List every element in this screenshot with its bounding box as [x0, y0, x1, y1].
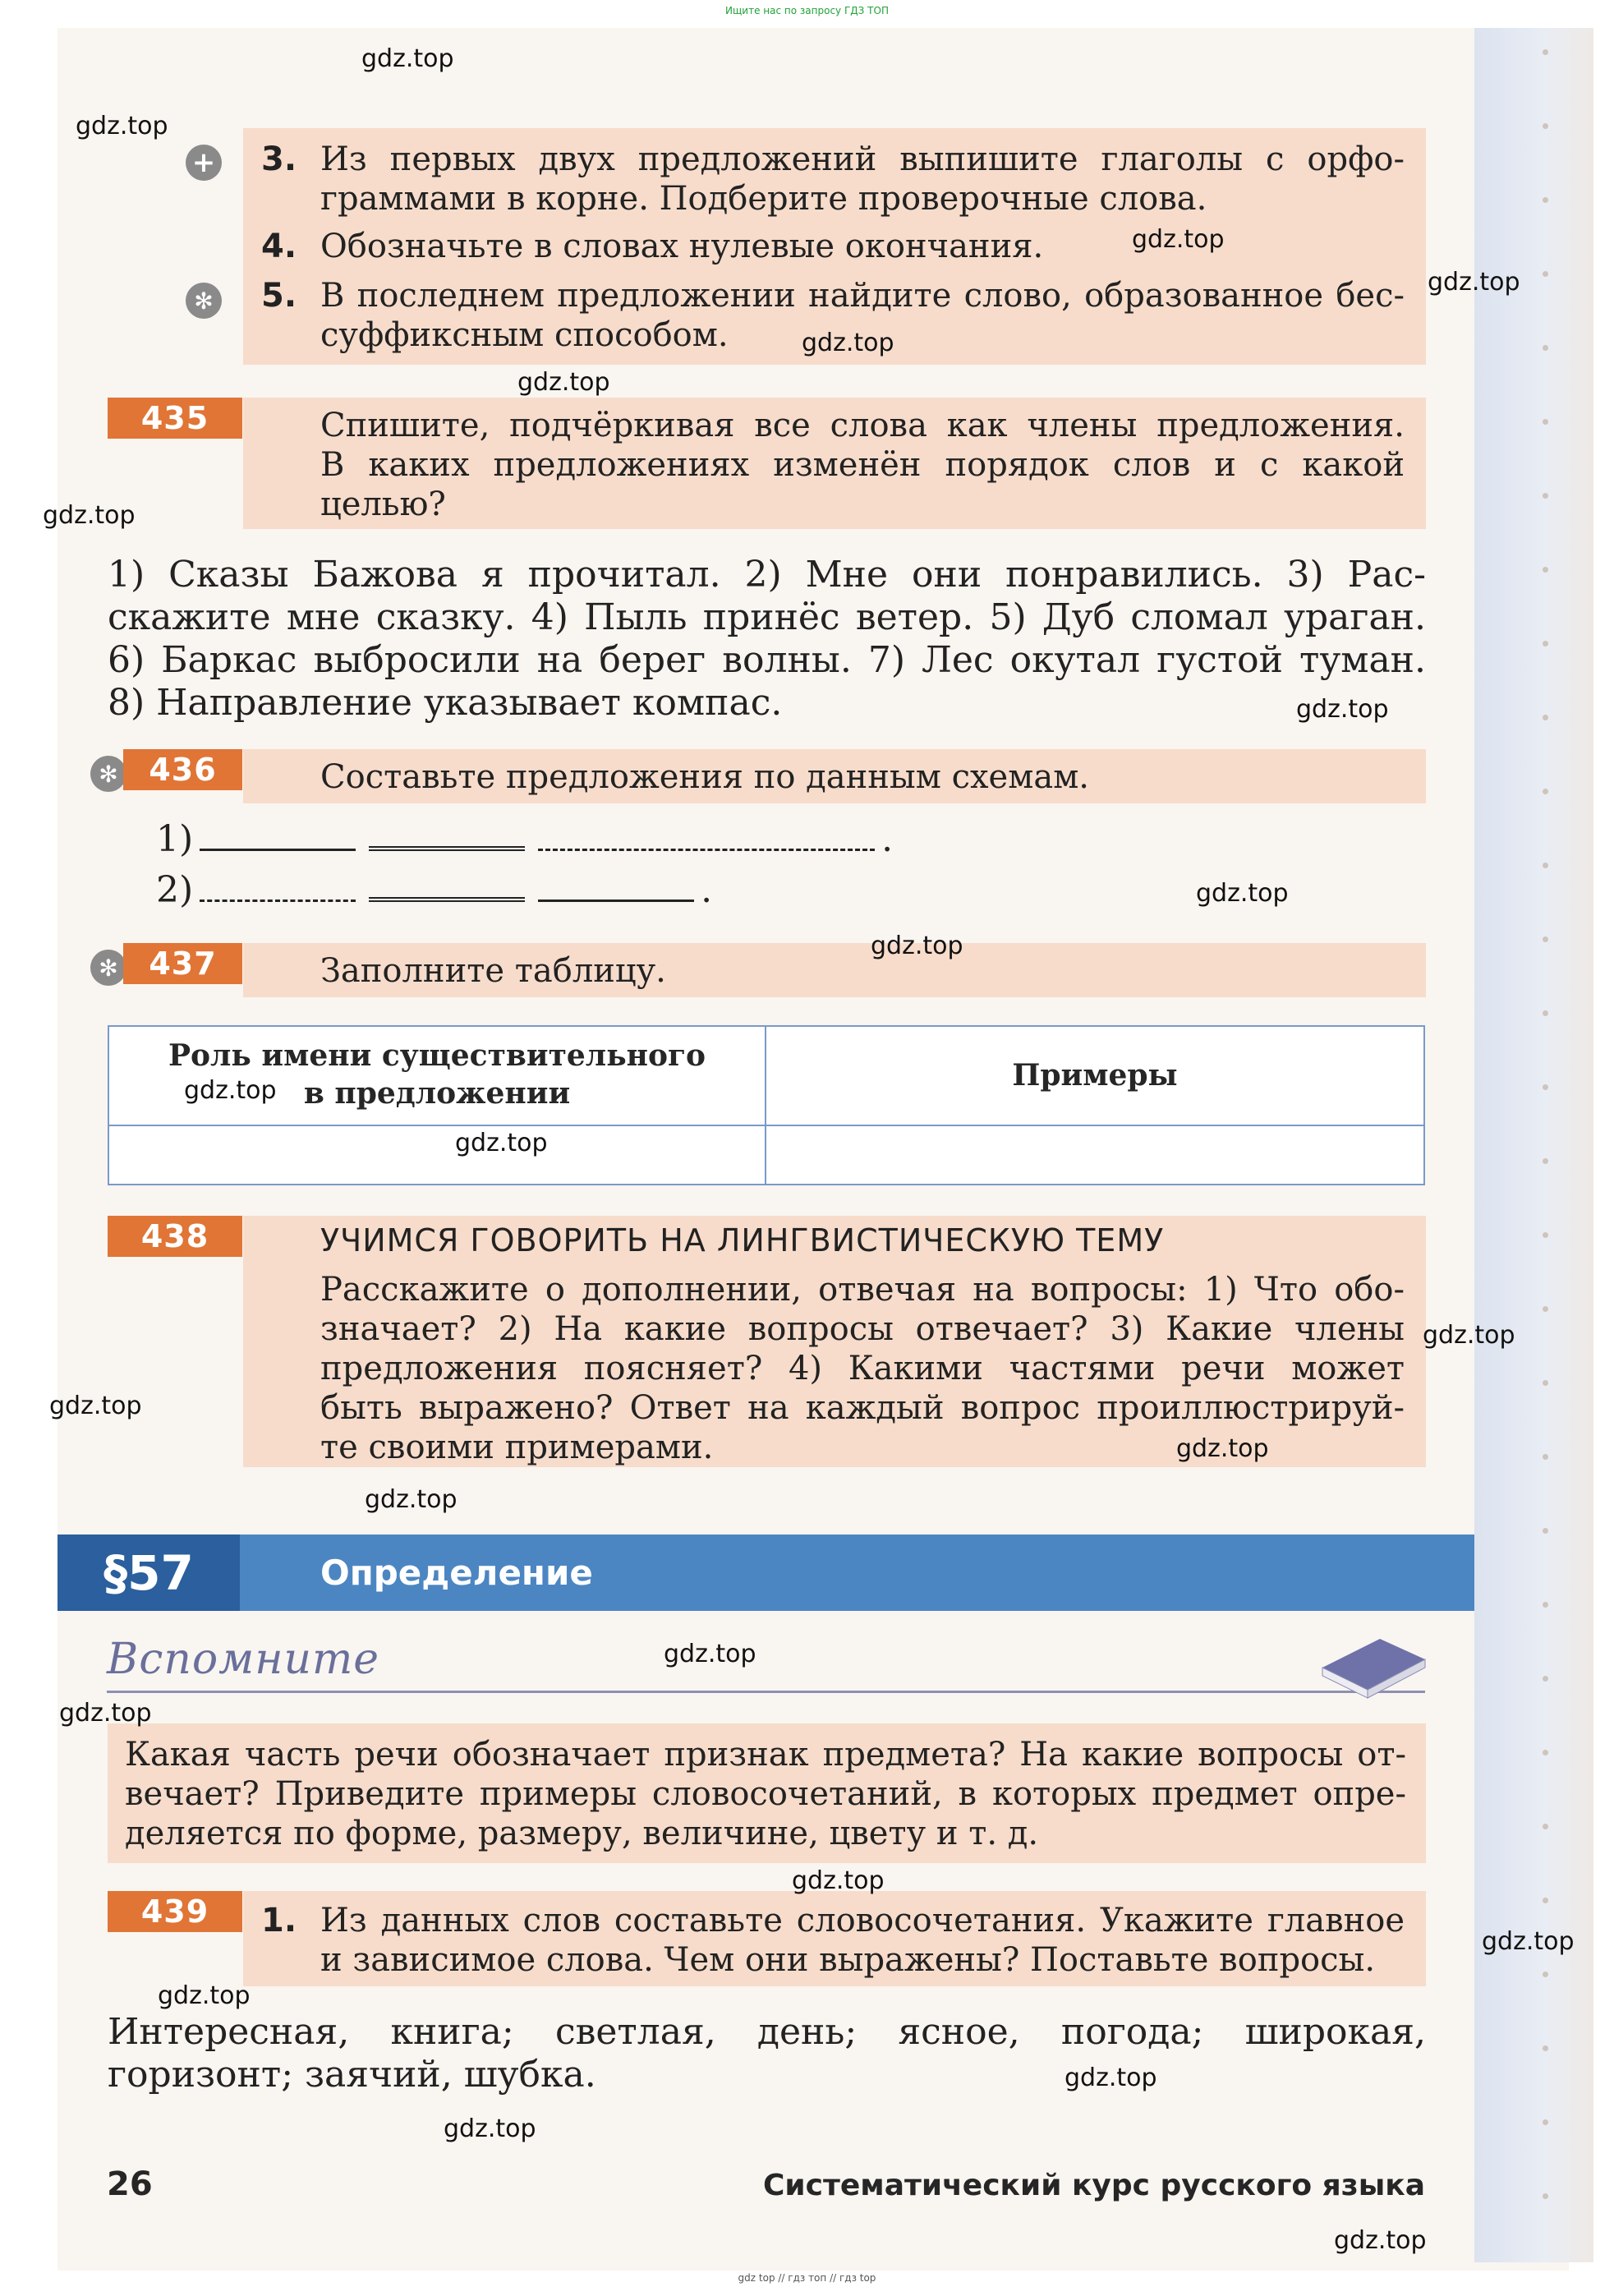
- book-icon: [1314, 1622, 1429, 1700]
- margin-dot: [1543, 271, 1548, 277]
- scheme-secondary-blank: [200, 896, 356, 902]
- margin-dot: [1543, 419, 1548, 425]
- section-header: [57, 1535, 1474, 1611]
- margin-dot: [1543, 715, 1548, 720]
- watermark: gdz.top: [59, 1699, 152, 1728]
- margin-dot: [1543, 1158, 1548, 1164]
- margin-dot: [1543, 2193, 1548, 2199]
- watermark: gdz.top: [455, 1129, 548, 1157]
- ex435-task-line-2: В каких предложениях изменён порядок слов и с какой: [320, 446, 1405, 484]
- item5-number: 5.: [261, 277, 297, 315]
- table-empty-cell-role[interactable]: [109, 1126, 765, 1184]
- flower-icon: ✻: [90, 756, 126, 792]
- margin-dot: [1543, 1602, 1548, 1608]
- watermark: gdz.top: [1482, 1927, 1575, 1956]
- watermark: gdz.top: [158, 1981, 251, 2010]
- watermark: gdz.top: [43, 501, 136, 530]
- recall-heading: Вспомните: [107, 1635, 380, 1684]
- margin-dot: [1543, 1824, 1548, 1829]
- bottom-search-note: gdz top // гдз топ // гдз top: [738, 2272, 876, 2284]
- scheme-2-end: .: [701, 869, 713, 911]
- recall-divider: [107, 1691, 1425, 1693]
- ex436-task: Составьте предложения по данным схемам.: [320, 758, 1090, 796]
- ex436-scheme-1: [156, 818, 893, 861]
- watermark: gdz.top: [49, 1392, 142, 1420]
- ex437-task: Заполните таблицу.: [320, 952, 666, 990]
- item5-line-2: суффиксным способом.: [320, 316, 729, 354]
- book-title-footer: Систематический курс русского языка: [763, 2169, 1425, 2202]
- margin-dot: [1543, 1010, 1548, 1016]
- watermark: gdz.top: [1428, 268, 1520, 297]
- watermark: gdz.top: [664, 1640, 756, 1668]
- margin-dot: [1543, 2119, 1548, 2125]
- scheme-secondary-blank: [538, 845, 875, 851]
- ex435-task-line-3: целью?: [320, 485, 446, 523]
- ex438-line-4: быть выражено? Ответ на каждый вопрос проиллюстрируй-: [320, 1389, 1405, 1427]
- section-title: Определение: [320, 1553, 593, 1593]
- flower-icon: ✻: [186, 283, 222, 319]
- recall-line-2: вечает? Приведите примеры словосочетаний, в которых предмет опре-: [125, 1775, 1406, 1813]
- ex435-body-line-1: 1) Сказы Бажова я прочитал. 2) Мне они понравились. 3) Рас-: [108, 554, 1426, 596]
- ex439-task-line-1: Из данных слов составьте словосочетания. Укажите главное: [320, 1902, 1405, 1939]
- watermark: gdz.top: [1132, 225, 1225, 254]
- margin-dot: [1543, 1084, 1548, 1090]
- item5-line-1: В последнем предложении найдите слово, образованное бес-: [320, 277, 1405, 315]
- ex439-task-line-2: и зависимое слова. Чем они выражены? Поставьте вопросы.: [320, 1941, 1376, 1979]
- watermark: gdz.top: [517, 368, 610, 397]
- watermark: gdz.top: [361, 44, 454, 73]
- scheme-subject-blank: [538, 896, 694, 902]
- exercise-number-439: 439: [108, 1891, 242, 1932]
- exercise-number-438: 438: [108, 1216, 242, 1257]
- ex439-body-line-1: Интересная, книга; светлая, день; ясное, погода; широкая,: [108, 2011, 1426, 2053]
- watermark: gdz.top: [444, 2114, 536, 2143]
- table-header-examples: Примеры: [1012, 1058, 1178, 1093]
- scheme-predicate-blank: [369, 843, 525, 851]
- recall-line-3: деляется по форме, размеру, величине, цвету и т. д.: [125, 1815, 1039, 1852]
- ex435-body-line-4: 8) Направление указывает компас.: [108, 682, 783, 724]
- margin-dot: [1543, 1528, 1548, 1534]
- table-header-role-line-1: Роль имени существительного: [168, 1038, 706, 1073]
- margin-dot: [1543, 49, 1548, 55]
- margin-dot: [1543, 2045, 1548, 2051]
- ex439-body-line-2: горизонт; заячий, шубка.: [108, 2054, 596, 2096]
- watermark: gdz.top: [1423, 1321, 1515, 1350]
- plus-icon: +: [186, 145, 222, 181]
- margin-dot: [1543, 789, 1548, 794]
- item4-number: 4.: [261, 228, 297, 265]
- table-empty-cell-examples[interactable]: [766, 1126, 1423, 1184]
- ex438-line-3: предложения поясняет? 4) Какими частями речи может: [320, 1350, 1405, 1387]
- watermark: gdz.top: [802, 329, 894, 357]
- exercise-number-437: 437: [123, 943, 242, 984]
- watermark: gdz.top: [1196, 879, 1289, 908]
- watermark: gdz.top: [792, 1866, 885, 1895]
- margin-dot: [1543, 197, 1548, 203]
- margin-dot: [1543, 1454, 1548, 1460]
- margin-dot: [1543, 345, 1548, 351]
- scheme-2-label: 2): [156, 869, 194, 911]
- margin-dot: [1543, 863, 1548, 868]
- fill-in-table: [108, 1025, 1425, 1185]
- margin-dot: [1543, 1750, 1548, 1755]
- item3-number: 3.: [261, 140, 297, 178]
- watermark: gdz.top: [1176, 1434, 1269, 1463]
- margin-dot: [1543, 1898, 1548, 1903]
- watermark: gdz.top: [365, 1485, 458, 1514]
- exercise-number-435: 435: [108, 398, 242, 439]
- margin-dot: [1543, 493, 1548, 499]
- ex438-line-2: значает? 2) На какие вопросы отвечает? 3) Какие члены: [320, 1310, 1405, 1348]
- ex435-body-line-3: 6) Баркас выбросили на берег волны. 7) Лес окутал густой туман.: [108, 639, 1426, 681]
- scheme-1-label: 1): [156, 818, 194, 860]
- margin-dot: [1543, 1232, 1548, 1238]
- flower-icon: ✻: [90, 950, 126, 986]
- margin-dot: [1543, 936, 1548, 942]
- scheme-1-end: .: [881, 818, 894, 860]
- watermark: gdz.top: [1296, 695, 1389, 724]
- ex435-task-line-1: Спишите, подчёркивая все слова как члены предложения.: [320, 407, 1405, 444]
- margin-dot: [1543, 641, 1548, 646]
- ex438-heading: УЧИМСЯ ГОВОРИТЬ НА ЛИНГВИСТИЧЕСКУЮ ТЕМУ: [320, 1222, 1165, 1258]
- section-number: §57: [57, 1535, 240, 1611]
- ex438-line-1: Расскажите о дополнении, отвечая на вопросы: 1) Что обо-: [320, 1271, 1405, 1309]
- watermark: gdz.top: [184, 1076, 277, 1105]
- item3-line-2: граммами в корне. Подберите проверочные слова.: [320, 180, 1207, 218]
- ex435-body-line-2: скажите мне сказку. 4) Пыль принёс ветер. 5) Дуб сломал ураган.: [108, 596, 1426, 638]
- recall-line-1: Какая часть речи обозначает признак предмета? На какие вопросы от-: [125, 1736, 1406, 1774]
- exercise-number-436: 436: [123, 749, 242, 790]
- item3-line-1: Из первых двух предложений выпишите глаголы с орфо-: [320, 140, 1405, 178]
- margin-dot: [1543, 1676, 1548, 1682]
- page-number: 26: [107, 2165, 153, 2203]
- ex438-line-5: те своими примерами.: [320, 1429, 714, 1466]
- margin-dot: [1543, 1306, 1548, 1312]
- watermark: gdz.top: [871, 932, 963, 960]
- scheme-subject-blank: [200, 845, 356, 851]
- watermark: gdz.top: [1065, 2064, 1157, 2092]
- ex439-item-number: 1.: [261, 1902, 297, 1939]
- watermark: gdz.top: [1334, 2226, 1427, 2255]
- scheme-predicate-blank: [369, 894, 525, 902]
- top-search-note: Ищите нас по запросу ГДЗ ТОП: [725, 5, 889, 16]
- margin-dot: [1543, 1972, 1548, 1977]
- ex436-scheme-2: [156, 869, 712, 912]
- margin-dot: [1543, 123, 1548, 129]
- margin-dot: [1543, 1380, 1548, 1386]
- margin-dot: [1543, 567, 1548, 573]
- item4-line-1: Обозначьте в словах нулевые окончания.: [320, 228, 1044, 265]
- table-header-role-line-2: в предложении: [303, 1076, 571, 1111]
- margin-dots: [1543, 33, 1549, 2251]
- watermark: gdz.top: [76, 112, 168, 140]
